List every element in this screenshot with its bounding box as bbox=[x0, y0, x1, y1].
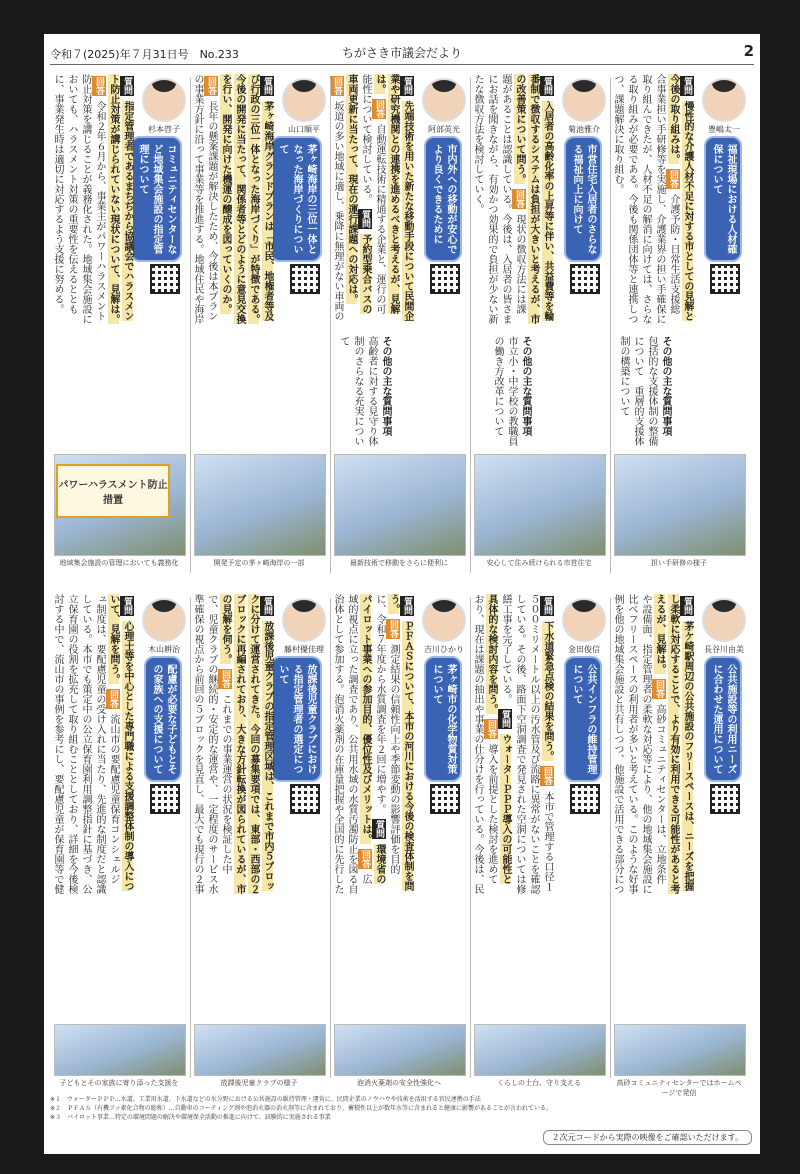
qr-note: ２次元コードから実際の映像をご確認いただけます。 bbox=[543, 1130, 752, 1145]
answer-1: 介護予防・日常生活支援総合事業担い手研修等を実施し、介護業界の担い手確保に取り組んできたが、人材不足の解消に向けては、さらなる取り組みが必要である。今後も関係団体等と連携しつつ、課題解決に取り組む。 bbox=[612, 74, 679, 324]
photo-caption: 安心して住み続けられる市営住宅 bbox=[486, 559, 592, 567]
member-photo bbox=[282, 598, 326, 642]
member-profile bbox=[420, 78, 468, 135]
column-divider bbox=[610, 78, 611, 573]
question-1: 入居者の高齢化率の上昇等に伴い、共益費等を輪番制で徴収するシステムは負担が大きいと考えるが、市の改善策について問う。 bbox=[514, 74, 553, 324]
member-text bbox=[330, 74, 414, 324]
member-photo bbox=[142, 598, 186, 642]
member-block bbox=[470, 74, 610, 589]
member-name: 木山耕治 bbox=[148, 645, 180, 654]
topic-banner: 放課後児童クラブにおける指定管理者の選定について bbox=[270, 656, 322, 782]
photo-caption: 高砂コミュニティセンターではホームページで発信 bbox=[616, 1079, 742, 1097]
answer-1: 流山市の要配慮児童保育コンシェルジュ制度は、要配慮児童の受け入れに当たり、先進的な制度だと認識している。本市でも策定中の公立保育園利用調整指針に基づき、公立保育園の役割を拡充して取り組むこととしており、詳細を今後検討する中で、流山市の事例を参考にし、要配慮児童が保育園等で健 bbox=[52, 594, 119, 894]
page-number: 2 bbox=[743, 42, 754, 60]
footnotes bbox=[50, 1094, 754, 1121]
member-block bbox=[610, 74, 750, 589]
question-tag: 質問 bbox=[542, 77, 552, 95]
member-photo bbox=[142, 78, 186, 122]
header-rule bbox=[50, 64, 754, 65]
qr-code[interactable] bbox=[150, 784, 180, 814]
member-text bbox=[330, 594, 414, 894]
qr-code[interactable] bbox=[430, 264, 460, 294]
answer-1: 本市で管理する口径１５００ミリメートル以上の汚水管及び流路に異常がないことを確認している。その後、路面下空洞調査で発見された空洞については修繕工事を完了している。 bbox=[500, 594, 553, 894]
topic-banner: 福祉現場における人材確保について bbox=[704, 136, 742, 262]
question-2: ウォーターＰＰＰ導入の可能性と具体的な検討内容を問う。 bbox=[486, 594, 511, 885]
photo-caption: 地域集会施設の管理においても義務化 bbox=[59, 559, 179, 567]
question-tag: 質問 bbox=[262, 597, 272, 615]
member-profile bbox=[140, 598, 188, 655]
member-block bbox=[190, 594, 330, 1094]
member-profile bbox=[560, 598, 608, 655]
question-1: 慢性的な介護人材不足に対する市としての見解と今後の取り組みは。 bbox=[668, 74, 693, 322]
member-profile bbox=[560, 78, 608, 135]
other-questions bbox=[612, 336, 672, 446]
photo-caption: 担い手研修の様子 bbox=[651, 559, 707, 567]
member-block bbox=[470, 594, 610, 1094]
member-name: 豊嶋太一 bbox=[708, 125, 740, 134]
answer-tag: 回答 bbox=[206, 77, 216, 95]
member-text bbox=[610, 74, 694, 324]
qr-code[interactable] bbox=[570, 264, 600, 294]
member-photo bbox=[282, 78, 326, 122]
member-text bbox=[50, 74, 134, 324]
member-profile bbox=[700, 78, 748, 135]
article-photo bbox=[474, 1024, 606, 1076]
answer-tag: 回答 bbox=[220, 670, 230, 689]
other-text: 包括的な支援体制の整備について 重層的支援体制の構築について bbox=[618, 336, 657, 446]
article-photo bbox=[474, 454, 606, 556]
answer-tag: 回答 bbox=[108, 690, 118, 709]
member-text bbox=[610, 594, 694, 894]
photo-caption: 泡消火薬剤の安全性強化へ bbox=[357, 1079, 441, 1087]
question-tag: 質問 bbox=[682, 597, 692, 615]
photo-caption: 放課後児童クラブの様子 bbox=[220, 1079, 298, 1087]
member-photo bbox=[562, 598, 606, 642]
question-1: 先端技術を用いた新たな移動手段について民間企業や研究機関との連携を進めるべきと考えるが、見解は。 bbox=[374, 74, 413, 322]
other-questions bbox=[472, 336, 532, 446]
question-1: 下水道緊急点検の結果を問う。 bbox=[542, 621, 553, 762]
footnote-3: ※３ パイロット事業…特定の環境問題の解決や環境保全活動の推進に向けて、試験的に実施される事業 bbox=[50, 1114, 331, 1121]
column-divider bbox=[330, 78, 331, 573]
question-tag: 質問 bbox=[374, 820, 384, 839]
column-divider bbox=[330, 598, 331, 1078]
member-text bbox=[470, 74, 554, 324]
member-text bbox=[470, 594, 554, 894]
column-divider bbox=[190, 598, 191, 1078]
member-text bbox=[50, 594, 134, 894]
other-heading: その他の主な質問事項 bbox=[380, 336, 391, 436]
photo-caption: 開発予定の茅ヶ崎海岸の一部 bbox=[213, 559, 305, 567]
qr-code[interactable] bbox=[710, 264, 740, 294]
other-heading: その他の主な質問事項 bbox=[660, 336, 671, 436]
topic-banner: 公共インフラの維持管理について bbox=[564, 656, 602, 782]
question-2: 環境省のパイロット事業への参加目的、優位性及びメリットは。 bbox=[360, 594, 385, 885]
issue-date: 令和７(2025)年７月31日号 No.233 bbox=[50, 48, 239, 61]
question-2: 予約型乗合バスの車両更新に当たって、現在の運行課題への対応は。 bbox=[346, 74, 371, 315]
qr-code[interactable] bbox=[290, 264, 320, 294]
topic-banner: 公共施設等の利用ニーズに合わせた運用について bbox=[704, 656, 742, 782]
answer-tag: 回答 bbox=[514, 190, 524, 209]
article-photo bbox=[614, 1024, 746, 1076]
question-1: 茅ケ崎駅周辺の公共施設のフリースペースは、ニーズを把握し柔軟に対応することで、より有効に利用できる可能性があると考えるが、見解は。 bbox=[654, 594, 693, 894]
question-1: ＰＦＡＳについて、本市の河川における今後の検査体制を問う。 bbox=[388, 594, 413, 892]
member-profile bbox=[280, 598, 328, 655]
answer-tag: 回答 bbox=[360, 850, 370, 869]
question-1: 指定管理者であるまちぢから協議会でハラスメント防止対策が講じられていない現状について、見解は。 bbox=[108, 74, 133, 324]
answer-1: これまでの事業運営の状況を検証した中で、児童クラブの継続的・安定的な運営や、一定程度のサービス水準確保の視点から前回の５ブロックを見直し、最大でも現行の２事 bbox=[192, 594, 231, 894]
article-photo bbox=[194, 454, 326, 556]
topic-banner: 市内外への移動が安心でより良くできるために bbox=[424, 136, 462, 262]
answer-tag: 回答 bbox=[332, 77, 342, 95]
member-photo bbox=[702, 598, 746, 642]
member-profile bbox=[140, 78, 188, 135]
question-tag: 質問 bbox=[542, 597, 552, 615]
photo-caption: 子どもとその家族に寄り添った支援を bbox=[59, 1079, 179, 1087]
question-tag: 質問 bbox=[122, 597, 132, 615]
newsletter-title: ちがさき市議会だより bbox=[341, 46, 462, 60]
other-heading: その他の主な質問事項 bbox=[520, 336, 531, 436]
column-divider bbox=[470, 598, 471, 1078]
other-questions bbox=[332, 336, 392, 446]
other-text: 市立小・中学校の教職員の働き方改革について bbox=[492, 336, 517, 446]
page-header bbox=[44, 42, 760, 64]
qr-code[interactable] bbox=[570, 784, 600, 814]
question-tag: 質問 bbox=[122, 77, 132, 95]
qr-code[interactable] bbox=[430, 784, 460, 814]
answer-tag: 回答 bbox=[668, 170, 678, 189]
answer-1: 自動運転技術に精通する企業と、運行の可能性について検討している。 bbox=[360, 74, 385, 315]
member-text bbox=[190, 594, 274, 894]
member-block bbox=[330, 74, 470, 589]
answer-1: 令和２年６月から、事業主がパワーハラスメント防止対策を講じることが義務化された。地域集会施設においても、ハラスメント対策の重要性を伝えるとともに、事業発生時は適切に対応するよう支援に努める。 bbox=[52, 74, 105, 324]
answer-1: 現状の徴収方法には課題があることは認識している。今後は、入居者の皆さまにお話を聞きながら、有効かつ効果的で負担が少ない新たな徴収方法を検討していく。 bbox=[472, 74, 525, 324]
article-photo bbox=[334, 454, 466, 556]
answer-2: 広域的視点に立った調査であり、公共用水域の水質汚濁防止を図る自治体として参加する。泡消火薬剤の在庫量把握や全国的に先行した bbox=[332, 594, 371, 894]
question-tag: 質問 bbox=[500, 710, 510, 729]
member-text bbox=[190, 74, 274, 324]
harassment-sign: パワーハラスメント防止措置 bbox=[56, 464, 170, 518]
member-block bbox=[190, 74, 330, 589]
other-text: 高齢者に対する見守り体制のさらなる充実について bbox=[338, 336, 377, 446]
photo-caption: くらしの土台、守り支える bbox=[497, 1079, 581, 1087]
column-divider bbox=[470, 78, 471, 573]
member-name: 杉本啓子 bbox=[148, 125, 180, 134]
article-photo bbox=[614, 454, 746, 556]
article-photo bbox=[194, 1024, 326, 1076]
member-name: 阿部英光 bbox=[428, 125, 460, 134]
question-tag: 質問 bbox=[402, 77, 412, 95]
question-1: 茅ヶ崎海岸グランドプランは「市民、地権者等及び行政の三位一体となった海岸づくり」が特徴である。今後の開発に当たって、関係者等とどのように意見交換を行い、開発に向けた機運の醸成を図っていくのか。 bbox=[220, 74, 273, 324]
question-tag: 質問 bbox=[262, 77, 272, 95]
answer-tag: 回答 bbox=[94, 77, 104, 95]
column-divider bbox=[190, 78, 191, 573]
question-1: 心理士等を中心とした専門職による支援調整体制の導入について、見解を問う。 bbox=[108, 594, 133, 892]
photo-caption: 最新技術で移動をさらに便利に bbox=[350, 559, 448, 567]
member-photo bbox=[562, 78, 606, 122]
answer-1: 測定結果の信頼性向上や季節変動の影響評価を目的に、令和７年度から水質調査を年２回に増やす。 bbox=[374, 594, 399, 875]
member-block bbox=[330, 594, 470, 1094]
column-divider bbox=[610, 598, 611, 1078]
member-name: 山口順平 bbox=[288, 125, 320, 134]
article-photo bbox=[54, 1024, 186, 1076]
newsletter-page bbox=[44, 34, 760, 1154]
member-block bbox=[50, 594, 190, 1094]
answer-1: 長年の懸案課題が解決したため、今後は本プランの事業方針に沿って事業等を推進する。地域住民や海岸 bbox=[192, 74, 217, 324]
member-name: 菊池雅介 bbox=[568, 125, 600, 134]
member-photo bbox=[702, 78, 746, 122]
answer-2: 坂道の多い地域に適し、乗降に無理がない車両の bbox=[332, 101, 343, 322]
member-profile bbox=[420, 598, 468, 655]
member-name: 金田俊信 bbox=[568, 645, 600, 654]
member-block bbox=[610, 594, 750, 1097]
footnote-2: ※２ ＰＦＡＳ（有機フッ素化合物の総称）…自動車のコーティング剤や泡消火器の消火剤等に含まれており、蓄積性以上が数年水等に含まれると健康に影響があることが言われている。 bbox=[50, 1105, 553, 1112]
question-tag: 質問 bbox=[360, 210, 370, 229]
qr-code[interactable] bbox=[710, 784, 740, 814]
member-photo bbox=[422, 78, 466, 122]
answer-tag: 回答 bbox=[542, 767, 552, 786]
question-1: 放課後児童クラブの指定管理区域は、これまで市内５ブロックに分けて運営されてきた。今回の募集要項では、東部・西部の２ブロックに再編されており、大きな方針転換が図られているが、市の見解を伺う。 bbox=[220, 594, 273, 894]
footnote-1: ※１ ウォーターＰＰＰ…水道、工業用水道、下水道などの水分野における公共施設の維持管理・運営に、民間企業のノウハウや技術を活用する官民連携の手法 bbox=[50, 1096, 481, 1103]
answer-2: 導入を前提とした検討を進めており、現在は課題の抽出や事業の仕分けを行っている。今後は、民 bbox=[472, 594, 497, 894]
qr-code[interactable] bbox=[150, 264, 180, 294]
topic-banner: 茅ヶ崎市の化学物質対策について bbox=[424, 656, 462, 782]
member-name: 吉川ひかり bbox=[424, 645, 464, 654]
answer-tag: 回答 bbox=[374, 100, 384, 119]
member-name: 藤村優佳理 bbox=[284, 645, 324, 654]
question-tag: 質問 bbox=[682, 77, 692, 95]
topic-banner: 配慮が必要な子どもとその家族への支援について bbox=[144, 656, 182, 782]
member-profile bbox=[280, 78, 328, 135]
topic-banner: コミュニティセンターなど地域集会施設の指定管理について bbox=[130, 136, 182, 262]
answer-1: 高砂コミュニティセンターは、立地条件や設備面、指定管理者の柔軟な対応等により、他の地域集会施設に比べフリースペースの利用者が多いと考えている。このような好事例を他の地域集会施設と共有しつつ、他施設で活用できる部分につ bbox=[612, 594, 665, 894]
topic-banner: 茅ヶ崎海岸の三位一体となった海岸づくりについて bbox=[270, 136, 322, 262]
topic-banner: 市営住宅入居者のさらなる福祉向上に向けて bbox=[564, 136, 602, 262]
member-photo bbox=[422, 598, 466, 642]
answer-tag: 回答 bbox=[654, 680, 664, 699]
qr-code[interactable] bbox=[290, 784, 320, 814]
answer-tag: 回答 bbox=[486, 720, 496, 739]
question-tag: 質問 bbox=[402, 597, 412, 615]
member-profile bbox=[700, 598, 748, 655]
answer-tag: 回答 bbox=[388, 620, 398, 639]
article-photo bbox=[334, 1024, 466, 1076]
member-name: 長谷川由美 bbox=[704, 645, 744, 654]
